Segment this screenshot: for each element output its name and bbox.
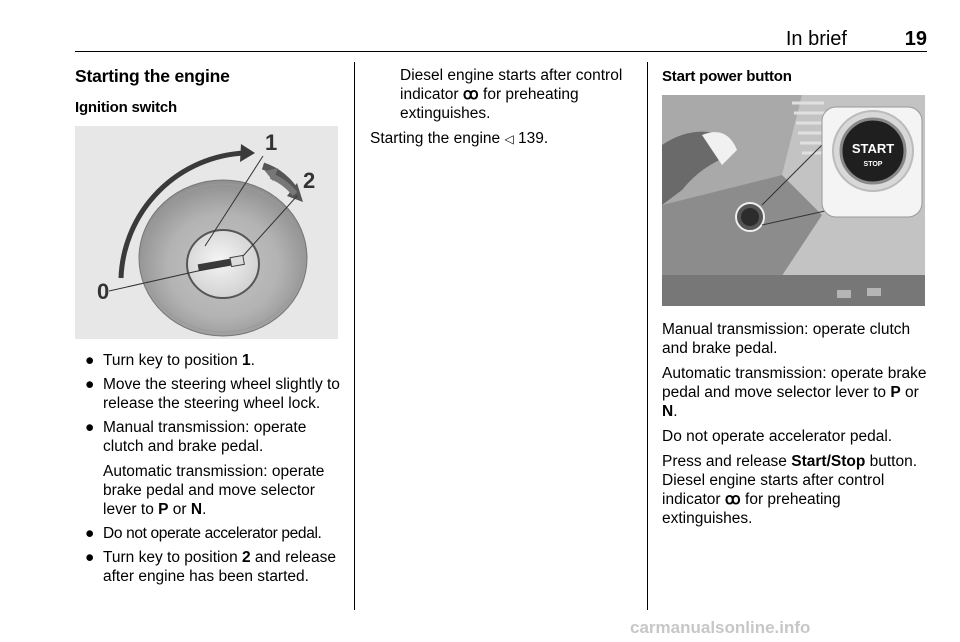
position-label-0: 0 [97, 279, 110, 304]
step-text: Manual transmission: operate clutch and brake pedal. [103, 419, 307, 455]
preheat-glow-icon: ꝏ [462, 86, 479, 103]
start-stop-small-icon [741, 208, 759, 226]
start-button-figure [662, 95, 925, 306]
preheat-glow-icon: ꝏ [724, 491, 741, 508]
position-value: 2 [242, 549, 251, 566]
column-3 [662, 60, 930, 534]
header-rule [75, 51, 927, 52]
stop-label: STOP [863, 161, 883, 168]
automatic-transmission-text: Automatic transmission: operate brake pedal and move selector lever to P or N. [662, 365, 927, 420]
ignition-steps [75, 351, 345, 586]
column-2 [370, 60, 640, 155]
list-item [75, 548, 345, 586]
manual-transmission-text: Manual transmission: operate clutch and brake pedal. [662, 321, 911, 357]
bullet-icon: ● [85, 549, 95, 566]
column-1 [75, 60, 345, 591]
page-number: 19 [904, 28, 927, 50]
step-text: Turn key to position [103, 352, 242, 369]
section-title: Starting the engine [75, 66, 230, 86]
ignition-switch-heading: Ignition switch [75, 99, 177, 116]
watermark: carmanualsonline.info [630, 618, 811, 637]
position-label-1: 1 [265, 130, 278, 155]
diesel-note: Diesel engine starts after control indicator ꝏ for preheating extinguishes. [662, 472, 885, 527]
bullet-icon: ● [85, 376, 95, 393]
position-value: 1 [242, 352, 251, 369]
header-title: In brief [785, 28, 847, 50]
list-item [75, 351, 345, 370]
accelerator-note: Do not operate accelerator pedal. [662, 428, 893, 445]
bullet-icon: ● [85, 352, 95, 369]
automatic-note: Automatic transmission: operate brake pedal and move selector lever to P or N. [103, 463, 325, 518]
start-label: START [851, 141, 895, 156]
start-button-heading: Start power button [662, 68, 792, 85]
bullet-icon: ● [85, 419, 95, 436]
position-label-2: 2 [303, 168, 316, 193]
step-text: Turn key to position [103, 549, 242, 566]
bullet-icon: ● [85, 525, 95, 542]
cross-reference[interactable]: Starting the engine ◁ 139. [370, 130, 549, 147]
diesel-note: Diesel engine starts after control indicator ꝏ for preheating extinguishes. [400, 67, 623, 122]
ignition-switch-figure [75, 126, 338, 339]
step-text-end: . [250, 352, 255, 369]
step-text: Move the steering wheel slightly to release the steering wheel lock. [103, 376, 340, 412]
column-divider-2 [647, 62, 648, 610]
step-text-end: and release after engine has been started. [103, 549, 336, 585]
list-item [75, 418, 345, 519]
list-item [75, 524, 345, 543]
page-ref-arrow-icon: ◁ [504, 132, 514, 146]
step-text: Do not operate accelerator pedal. [103, 525, 322, 542]
press-start-stop-text: Press and release Start/Stop button. [662, 453, 918, 470]
list-item [75, 375, 345, 413]
column-divider-1 [354, 62, 355, 610]
ref-page-number: 139. [517, 130, 549, 147]
page-header [75, 28, 927, 50]
